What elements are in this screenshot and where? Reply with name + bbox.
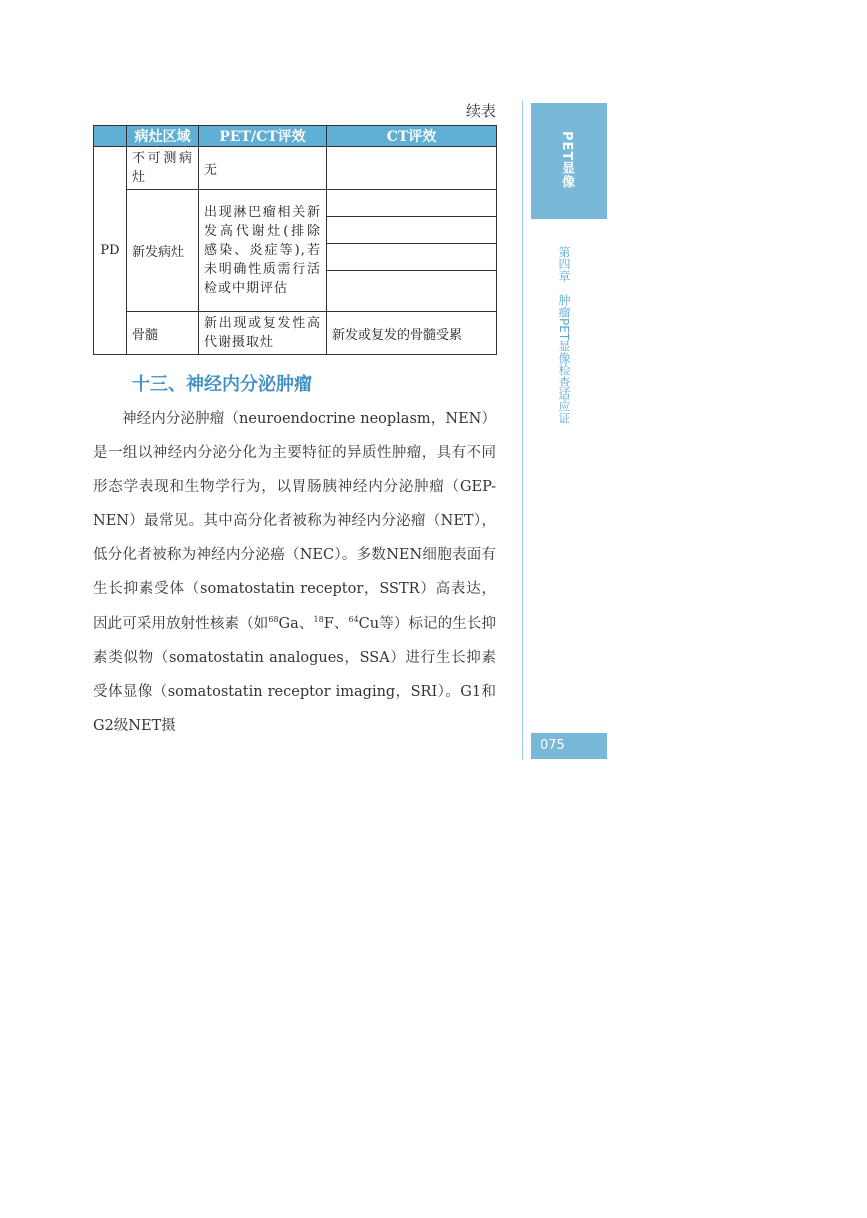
ct-cell bbox=[327, 147, 497, 190]
region-cell: 不可测病灶 bbox=[127, 147, 199, 190]
section-title: 十三、神经内分泌肿瘤 bbox=[132, 374, 312, 395]
body-text bbox=[93, 402, 496, 743]
ct-cell bbox=[327, 190, 497, 217]
continued-label: 续表 bbox=[465, 102, 496, 120]
page-number: 075 bbox=[540, 738, 565, 753]
table-row bbox=[94, 147, 497, 190]
petct-cell: 出现淋巴瘤相关新发高代谢灶(排除感染、炎症等),若未明确性质需行活检或中期评估 bbox=[199, 190, 327, 312]
region-cell: 新发病灶 bbox=[127, 190, 199, 312]
pd-cell: PD bbox=[94, 147, 127, 355]
response-table bbox=[93, 125, 497, 355]
margin-divider bbox=[522, 100, 523, 760]
ct-cell bbox=[327, 271, 497, 312]
header-blank bbox=[94, 126, 127, 147]
table-header-row bbox=[94, 126, 497, 147]
ct-cell bbox=[327, 217, 497, 244]
section-tab-title: PET显像 bbox=[559, 131, 574, 190]
ct-cell: 新发或复发的骨髓受累 bbox=[327, 312, 497, 355]
header-petct: PET/CT评效 bbox=[199, 126, 327, 147]
header-region: 病灶区域 bbox=[127, 126, 199, 147]
table-row bbox=[94, 312, 497, 355]
ct-cell bbox=[327, 244, 497, 271]
table-row bbox=[94, 190, 497, 217]
chapter-title-vertical: 第四章 肿瘤PET显像检查适应证 bbox=[557, 246, 571, 425]
header-ct: CT评效 bbox=[327, 126, 497, 147]
petct-cell: 新出现或复发性高代谢摄取灶 bbox=[199, 312, 327, 355]
petct-cell: 无 bbox=[199, 147, 327, 190]
region-cell: 骨髓 bbox=[127, 312, 199, 355]
body-paragraph: 神经内分泌肿瘤（neuroendocrine neoplasm，NEN）是一组以神经内分泌分化为主要特征的异质性肿瘤，具有不同形态学表现和生物学行为，以胃肠胰神经内分泌肿瘤（GEP-NEN）最常见。其中高分化者被称为神经内分泌瘤（NET），低分化者被称为神经内分泌癌（NEC）。多数NEN细胞表面有生长抑素受体（somatostatin receptor，SSTR）高表达，因此可采用放射性核素（如$^{68}$Ga、$^{18}$F、$^{64}$Cu等）标记的生长抑素类似物（somatostatin analogues，SSA）进行生长抑素受体显像（somatostatin receptor imaging，SRI）。G1和G2级NET摄 bbox=[93, 411, 497, 734]
